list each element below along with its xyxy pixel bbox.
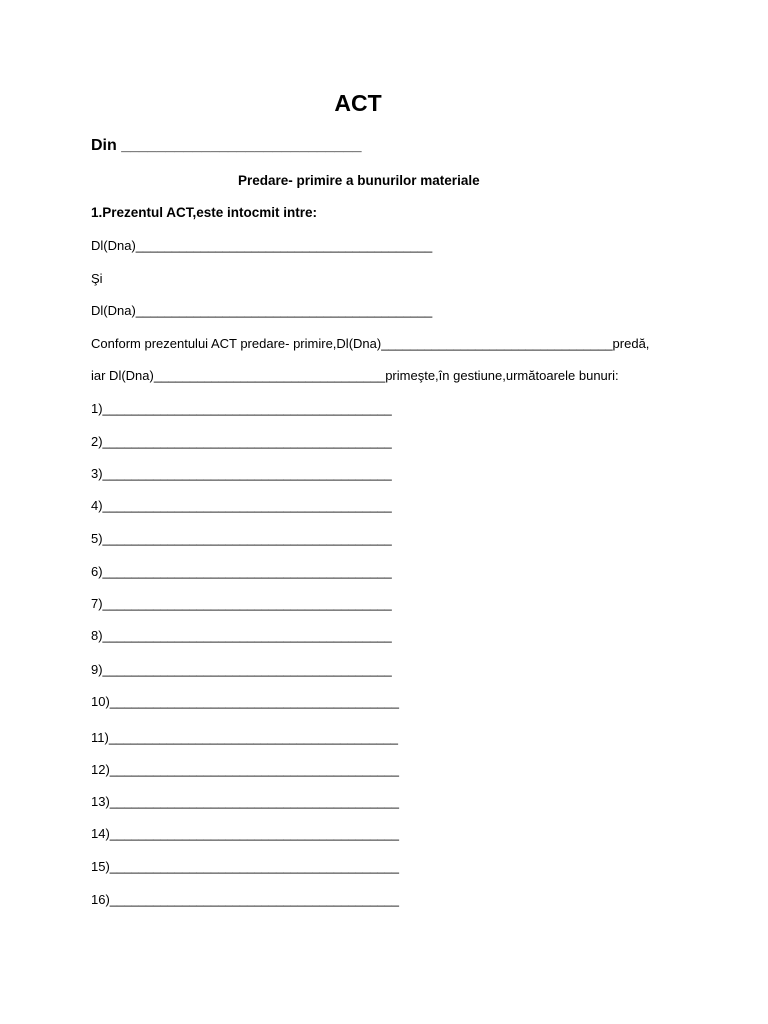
section-heading: 1.Prezentul ACT,este intocmit intre:	[91, 205, 318, 220]
list-item: 13)________________________________________	[91, 794, 399, 809]
document-subtitle: Predare- primire a bunurilor materiale	[238, 173, 480, 188]
list-item: 4)________________________________________	[91, 498, 392, 513]
list-item: 1)________________________________________	[91, 401, 392, 416]
list-item: 11)________________________________________	[91, 730, 399, 745]
list-item: 6)________________________________________	[91, 564, 392, 579]
list-item: 5)________________________________________	[91, 531, 392, 546]
list-item: 8)________________________________________	[91, 628, 392, 643]
list-item: 7)________________________________________	[91, 596, 392, 611]
conjunction-text: Şi	[91, 271, 103, 286]
list-item: 2)________________________________________	[91, 434, 392, 449]
list-item: 3)________________________________________	[91, 466, 392, 481]
list-item: 15)________________________________________	[91, 859, 399, 874]
list-item: 10)________________________________________	[91, 694, 399, 709]
receiver-line: iar Dl(Dna)________________________________primeşte,în gestiune,următoarele bunuri:	[91, 368, 619, 383]
list-item: 12)________________________________________	[91, 762, 399, 777]
document-title: ACT	[334, 90, 382, 116]
list-item: 9)________________________________________	[91, 662, 392, 677]
party-line-first: Dl(Dna)_________________________________________	[91, 238, 433, 253]
party-line-second: Dl(Dna)_________________________________________	[91, 303, 433, 318]
conform-line: Conform prezentului ACT predare- primire,Dl(Dna)________________________________predă,	[91, 336, 650, 351]
list-item: 14)________________________________________	[91, 826, 399, 841]
list-item: 16)________________________________________	[91, 892, 399, 907]
din-line: Din ___________________________	[91, 137, 362, 154]
